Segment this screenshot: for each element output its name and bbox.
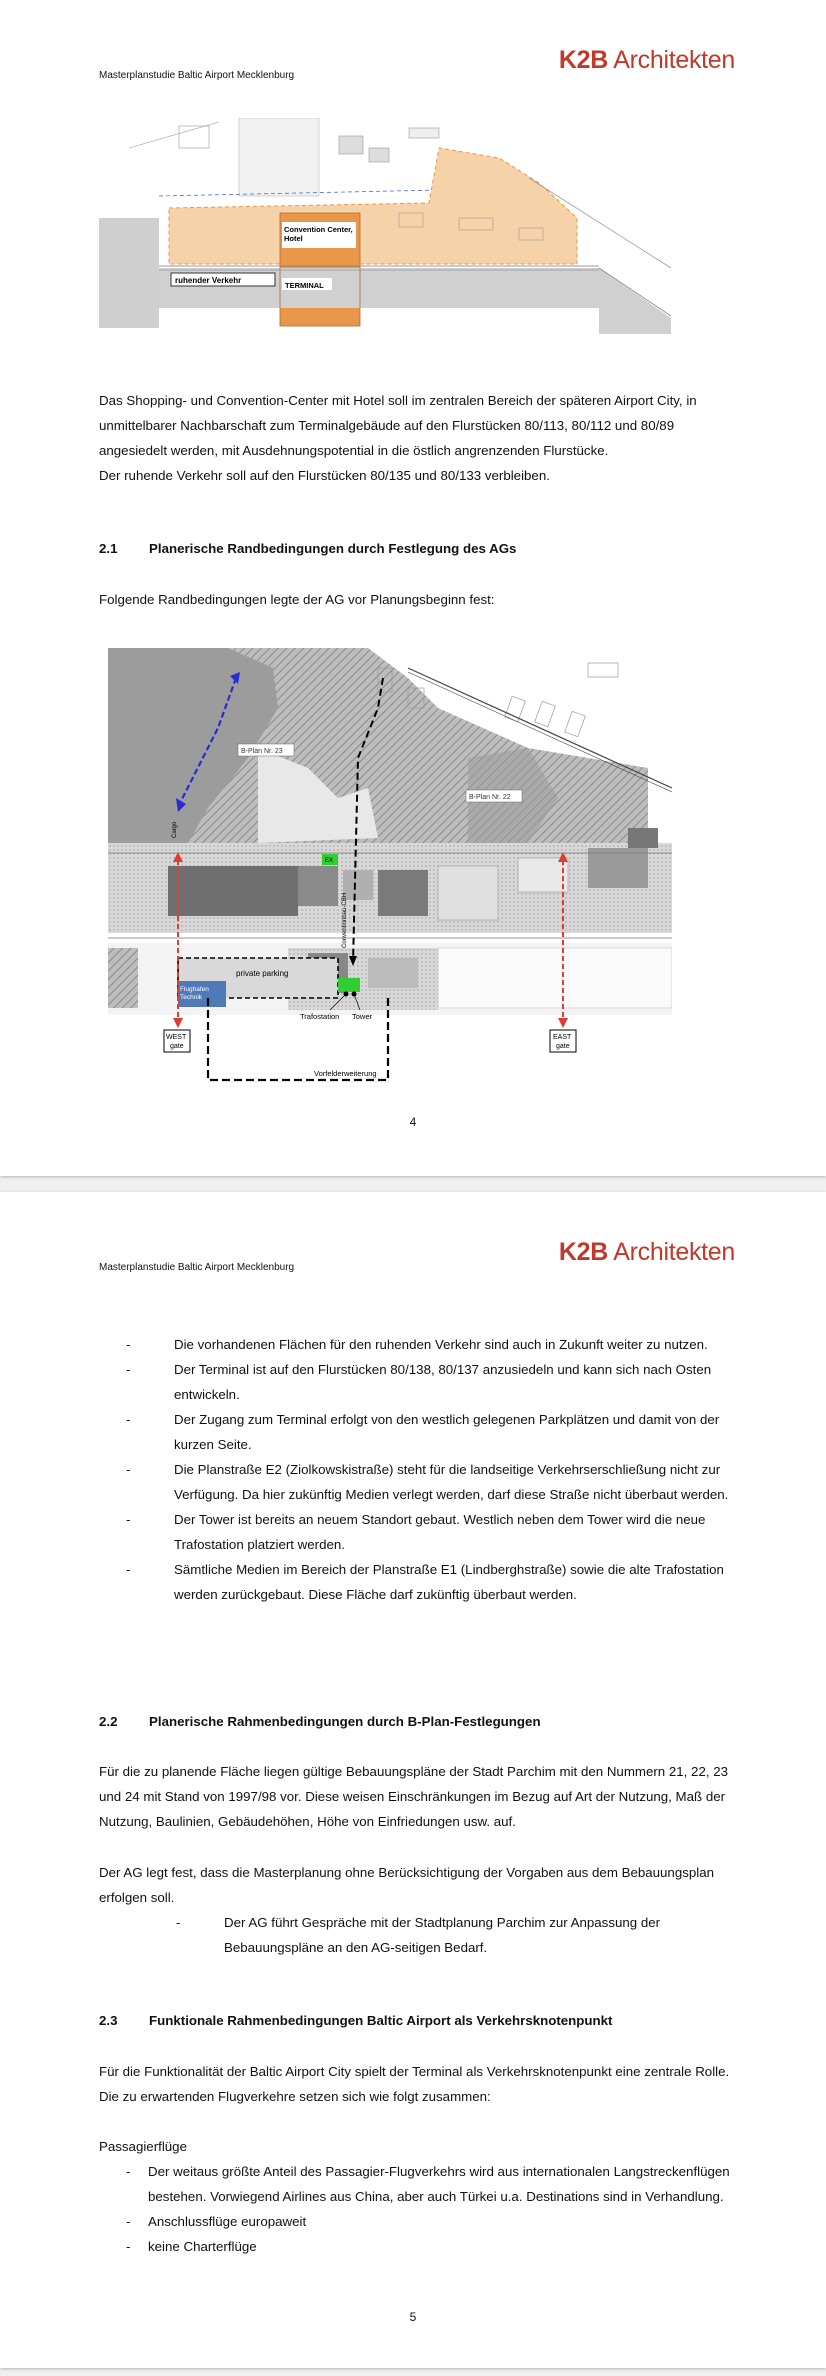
label-ex: EX xyxy=(325,858,334,864)
logo-architekten: Architekten xyxy=(607,46,735,74)
list-item: - Der weitaus größte Anteil des Passagier-Flugverkehrs wird aus internationalen Langstreckenflügen bestehen. Vorwiegend Airlines aus China, aber auch Türkei u.a. Destinations sind in Verhandlung. xyxy=(124,2159,734,2209)
list-item: - Die vorhandenen Flächen für den ruhenden Verkehr sind auch in Zukunft weiter zu nutzen. xyxy=(124,1332,734,1357)
logo-k2b: K2B xyxy=(558,46,608,74)
label-bplan-22: B-Plan Nr. 22 xyxy=(469,794,511,801)
document-title: Masterplanstudie Baltic Airport Mecklenburg xyxy=(99,1262,295,1273)
k2b-logo xyxy=(559,46,735,75)
page-4 xyxy=(0,0,826,1176)
section-heading-2-2: 2.2 Planerische Rahmenbedingungen durch B-Plan-Festlegungen xyxy=(99,1714,541,1729)
logo-k2b: K2B xyxy=(558,1238,608,1266)
list-item: - Die Planstraße E2 (Ziolkowskistraße) steht für die landseitige Verkehrserschließung nicht zur Verfügung. Da hier zukünftig Medien verlegt werden, darf diese Straße nicht überbaut werden. xyxy=(124,1457,734,1507)
label-cargo: Cargo xyxy=(172,821,178,838)
label-bplan-23: B-Plan Nr. 23 xyxy=(241,748,283,755)
list-item: - Sämtliche Medien im Bereich der Planstraße E1 (Lindberghstraße) sowie die alte Trafostation werden zurückgebaut. Diese Fläche darf zukünftig überbaut werden. xyxy=(124,1557,734,1607)
label-vorfelderweiterung: Vorfelderweiterung xyxy=(314,1069,377,1078)
label-flughafen-technik: Flughafen Technik xyxy=(180,986,209,1001)
label-tower: Tower xyxy=(352,1012,373,1021)
label-east-gate-1: EAST xyxy=(553,1034,572,1041)
paragraph-randbedingungen-intro: Folgende Randbedingungen legte der AG vor Planungsbeginn fest: xyxy=(99,592,495,607)
list-item: - Der Zugang zum Terminal erfolgt von den westlich gelegenen Parkplätzen und damit von der kurzen Seite. xyxy=(124,1407,734,1457)
paragraph-ruhender-verkehr: Der ruhende Verkehr soll auf den Flurstücken 80/135 und 80/133 verbleiben. xyxy=(99,468,550,483)
site-plan-map-2 xyxy=(108,648,672,1088)
label-trafostation: Trafostation xyxy=(300,1012,340,1021)
label-west-gate-2: gate xyxy=(170,1043,184,1050)
paragraph-verkehrsknotenpunkt: Für die Funktionalität der Baltic Airport City spielt der Terminal als Verkehrsknotenpunkt eine zentrale Rolle. Die zu erwartenden Flugverkehre setzen sich wie folgt zusammen: xyxy=(99,2064,730,2104)
label-west-gate-1: WEST xyxy=(166,1034,187,1041)
list-item: - Der Terminal ist auf den Flurstücken 80/138, 80/137 anzusiedeln und kann sich nach Osten entwickeln. xyxy=(124,1357,734,1407)
label-terminal: TERMINAL xyxy=(285,281,324,290)
label-convention-center: Convention Center, Hotel xyxy=(284,225,353,243)
document-title: Masterplanstudie Baltic Airport Mecklenburg xyxy=(99,70,295,81)
paragraph-shopping-convention: Das Shopping- und Convention-Center mit Hotel soll im zentralen Bereich der späteren Airport City, in unmittelbarer Nachbarschaft zum Terminalgebäude auf den Flurstücken 80/113, 80/112 und 80/89 angesiedelt werden, mit Ausdehnungspotential in die östlich angrenzenden Flurstücke. xyxy=(99,393,697,458)
site-plan-map-1 xyxy=(99,118,671,334)
passagierfluege-list xyxy=(124,2159,734,2259)
list-item: - Der Tower ist bereits an neuem Standort gebaut. Westlich neben dem Tower wird die neue Trafostation platziert werden. xyxy=(124,1507,734,1557)
logo-architekten: Architekten xyxy=(607,1238,735,1266)
label-east-gate-2: gate xyxy=(556,1043,570,1050)
paragraph-ag-festlegung: Der AG legt fest, dass die Masterplanung ohne Berücksichtigung der Vorgaben aus dem Bebauungsplan erfolgen soll. xyxy=(99,1865,715,1905)
label-conventionbau: Conventionbau-CBH xyxy=(342,892,348,948)
label-private-parking: private parking xyxy=(236,969,289,978)
section-heading-2-3: 2.3 Funktionale Rahmenbedingungen Baltic Airport als Verkehrsknotenpunkt xyxy=(99,2013,613,2028)
label-ruhender-verkehr: ruhender Verkehr xyxy=(175,276,242,285)
randbedingungen-list xyxy=(124,1332,734,1607)
paragraph-bplan: Für die zu planende Fläche liegen gültige Bebauungspläne der Stadt Parchim mit den Nummern 21, 22, 23 und 24 mit Stand von 1997/98 vor. Diese weisen Einschränkungen im Bezug auf Art der Nutzung, Maß der Nutzung, Baulinien, Gebäudehöhen, Höhe von Einfriedungen usw. auf. xyxy=(99,1764,729,1829)
page-number: 5 xyxy=(409,2310,417,2324)
list-item: - keine Charterflüge xyxy=(124,2234,734,2259)
section-heading-2-1: 2.1 Planerische Randbedingungen durch Festlegung des AGs xyxy=(99,541,517,556)
page-5 xyxy=(0,1192,826,2368)
sub-bullet-list xyxy=(174,1910,734,1960)
list-item: - Anschlussflüge europaweit xyxy=(124,2209,734,2234)
page-number: 4 xyxy=(409,1115,417,1129)
list-item: - Der AG führt Gespräche mit der Stadtplanung Parchim zur Anpassung der Bebauungspläne an den AG-seitigen Bedarf. xyxy=(174,1910,734,1960)
passagierfluege-title: Passagierflüge xyxy=(99,2139,187,2154)
k2b-logo xyxy=(559,1238,735,1267)
